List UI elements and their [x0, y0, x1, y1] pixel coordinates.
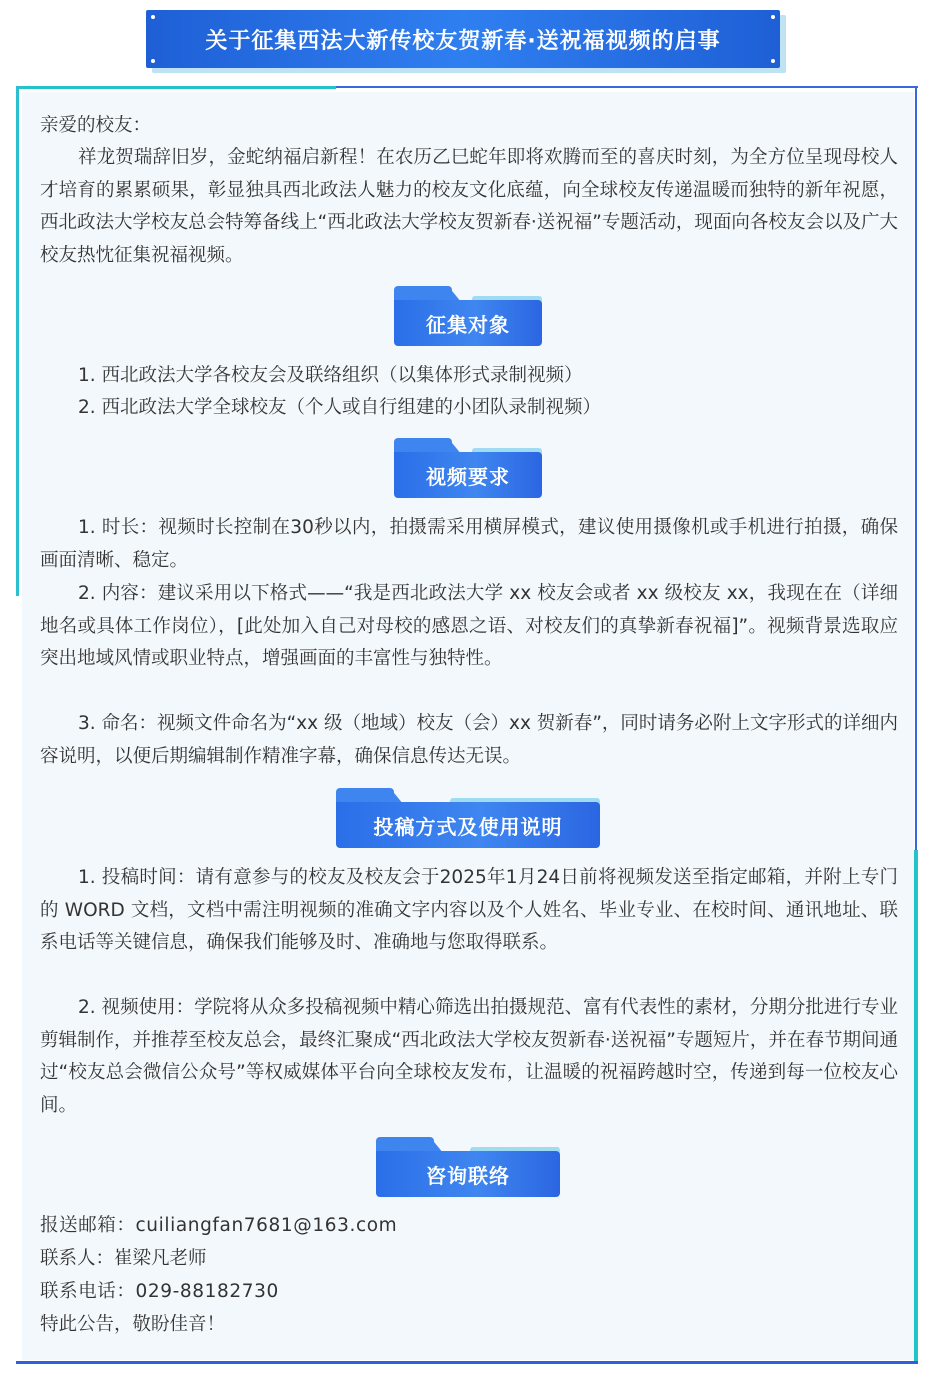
frame-line — [16, 1361, 918, 1364]
list-item: 2. 视频使用：学院将从众多投稿视频中精心筛选出拍摄规范、富有代表性的素材，分期分批进行专业剪辑制作，并推荐至校友总会，最终汇聚成“西北政法大学校友贺新春·送祝福”专题短片，并在春节期间通过“校友总会微信公众号”等权威媒体平台向全球校友发布，让温暖的祝福跨越时空，传递到每一位校友心间。 — [40, 997, 898, 1116]
frame-line — [16, 86, 19, 596]
section-heading-contact — [376, 1137, 560, 1197]
contact-person: 联系人：崔梁凡老师 — [40, 1248, 207, 1269]
frame-line — [914, 850, 918, 1364]
contact-email: 报送邮箱：cuiliangfan7681@163.com — [40, 1215, 398, 1236]
section-heading-label: 征集对象 — [394, 300, 542, 346]
section-heading-requirements — [394, 438, 542, 498]
frame-line — [336, 86, 918, 88]
frame-line — [16, 86, 336, 89]
contact-phone: 联系电话：029-88182730 — [40, 1281, 279, 1302]
list-item: 2. 西北政法大学全球校友（个人或自行组建的小团队录制视频） — [78, 397, 602, 418]
list-item: 2. 内容：建议采用以下格式——“我是西北政法大学 xx 校友会或者 xx 级校友 xx，我现在在（详细地名或具体工作岗位），[此处加入自己对母校的感恩之语、对校友们的真挚新春祝福]”。视频背景选取应突出地域风情或职业特点，增强画面的丰富性与独特性。 — [40, 583, 898, 669]
greeting: 亲爱的校友： — [40, 115, 152, 136]
section-heading-label: 咨询联络 — [376, 1151, 560, 1197]
section-heading-label: 投稿方式及使用说明 — [336, 802, 600, 848]
section-heading-submission — [336, 788, 600, 848]
section-heading-target — [394, 286, 542, 346]
list-item: 1. 西北政法大学各校友会及联络组织（以集体形式录制视频） — [78, 365, 583, 386]
section-heading-label: 视频要求 — [394, 452, 542, 498]
intro-paragraph: 祥龙贺瑞辞旧岁，金蛇纳福启新程！在农历乙巳蛇年即将欢腾而至的喜庆时刻，为全方位呈现母校人才培育的累累硕果，彰显独具西北政法人魅力的校友文化底蕴，向全球校友传递温暖而独特的新年祝愿，西北政法大学校友总会特筹备线上“西北政法大学校友贺新春·送祝福”专题活动，现面向各校友会以及广大校友热忱征集祝福视频。 — [40, 147, 898, 266]
list-item: 1. 时长：视频时长控制在30秒以内，拍摄需采用横屏模式，建议使用摄像机或手机进行拍摄，确保画面清晰、稳定。 — [40, 517, 898, 571]
list-item: 3. 命名：视频文件命名为“xx 级（地域）校友（会）xx 贺新春”，同时请务必附上文字形式的详细内容说明，以便后期编辑制作精准字幕，确保信息传达无误。 — [40, 713, 898, 767]
list-item: 1. 投稿时间：请有意参与的校友及校友会于2025年1月24日前将视频发送至指定邮箱，并附上专门的 WORD 文档，文档中需注明视频的准确文字内容以及个人姓名、毕业专业、在校时间、通讯地址、联系电话等关键信息，确保我们能够及时、准确地与您取得联系。 — [40, 867, 898, 953]
page-title: 关于征集西法大新传校友贺新春·送祝福视频的启事 — [205, 28, 721, 54]
closing-text: 特此公告，敬盼佳音！ — [40, 1314, 226, 1335]
title-banner — [146, 10, 780, 68]
